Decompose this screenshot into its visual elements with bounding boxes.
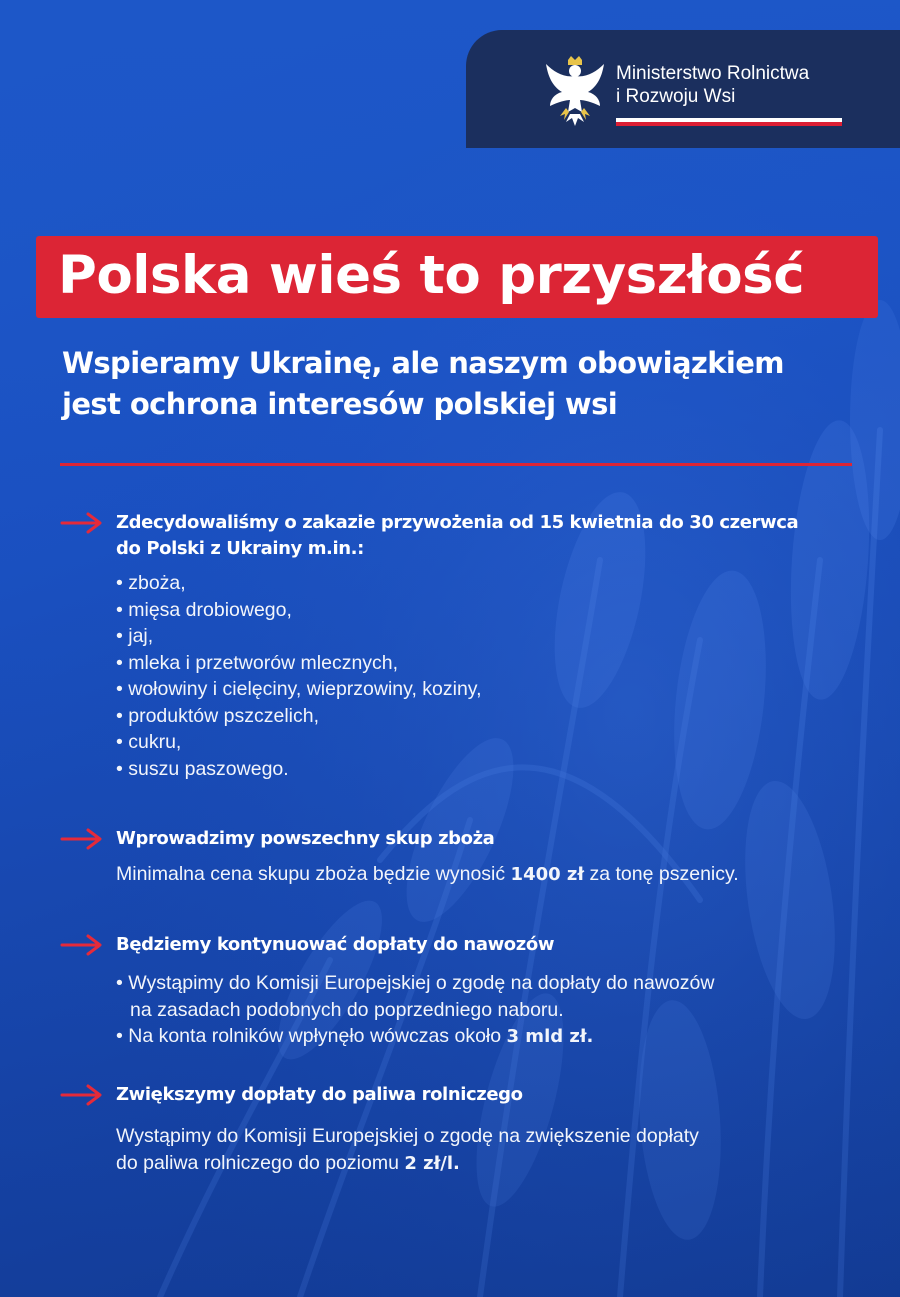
list-item: • suszu paszowego. [116, 757, 289, 780]
body-text: • Na konta rolników wpłynęło wówczas około [116, 1025, 507, 1047]
body-text: Wystąpimy do Komisji Europejskiej o zgodę na zwiększenie dopłaty [116, 1125, 699, 1147]
subtitle [62, 343, 862, 425]
section-body [116, 861, 876, 889]
red-arrow-right-icon [60, 1084, 104, 1106]
section-heading-line1: Zdecydowaliśmy o zakazie przywożenia od 15 kwietnia do 30 czerwca [116, 512, 799, 533]
list-item: • Wystąpimy do Komisji Europejskiej o zgodę na dopłaty do nawozów [116, 972, 715, 994]
list-item: • produktów pszczelich, [116, 704, 319, 727]
ministry-header [466, 30, 900, 148]
ministry-name [616, 62, 876, 108]
section-heading-text: Wprowadzimy powszechny skup zboża [116, 828, 495, 849]
list-item: • jaj, [116, 625, 154, 647]
body-text: Minimalna cena skupu zboża będzie wynosić [116, 863, 511, 885]
ministry-name-line2: i Rozwoju Wsi [616, 86, 736, 107]
red-arrow-right-icon [60, 934, 104, 956]
subtitle-line2: jest ochrona interesów polskiej wsi [62, 387, 618, 421]
section-heading-text: Zwiększymy dopłaty do paliwa rolniczego [116, 1084, 523, 1105]
list-item: • cukru, [116, 731, 182, 753]
list-item [116, 1023, 876, 1051]
polish-white-eagle-icon [544, 56, 606, 128]
section-heading-line2: do Polski z Ukrainy m.in.: [116, 538, 364, 559]
list-item: • mleka i przetworów mlecznych, [116, 651, 399, 674]
list-item-continuation: na zasadach podobnych do poprzedniego naboru. [130, 998, 564, 1021]
body-text: do paliwa rolniczego do poziomu [116, 1151, 405, 1174]
divider [60, 463, 852, 466]
page-title: Polska wieś to przyszłość [58, 245, 805, 306]
fuel-level-value: 2 zł/l. [404, 1152, 460, 1174]
section-heading-text: Będziemy kontynuować dopłaty do nawozów [116, 934, 555, 955]
title-banner [36, 236, 878, 318]
price-value: 1400 zł [510, 864, 585, 885]
red-arrow-right-icon [60, 512, 104, 534]
body-text: za tonę pszenicy. [584, 863, 739, 885]
section-heading [116, 1082, 876, 1108]
list-item: • wołowiny i cielęciny, wieprzowiny, koziny, [116, 678, 482, 700]
section-heading [116, 932, 876, 958]
subtitle-line1: Wspieramy Ukrainę, ale naszym obowiązkiem [62, 346, 784, 380]
fertilizer-list [116, 970, 876, 1051]
ministry-name-line1: Ministerstwo Rolnictwa [616, 63, 810, 84]
section-body [116, 1123, 876, 1177]
red-arrow-right-icon [60, 828, 104, 850]
section-heading [116, 510, 876, 562]
polish-flag-stripe [616, 118, 842, 126]
import-ban-list [116, 570, 876, 782]
section-heading [116, 826, 876, 852]
list-item: • zboża, [116, 572, 186, 594]
list-item: • mięsa drobiowego, [116, 598, 292, 621]
amount-value: 3 mld zł. [506, 1026, 594, 1047]
